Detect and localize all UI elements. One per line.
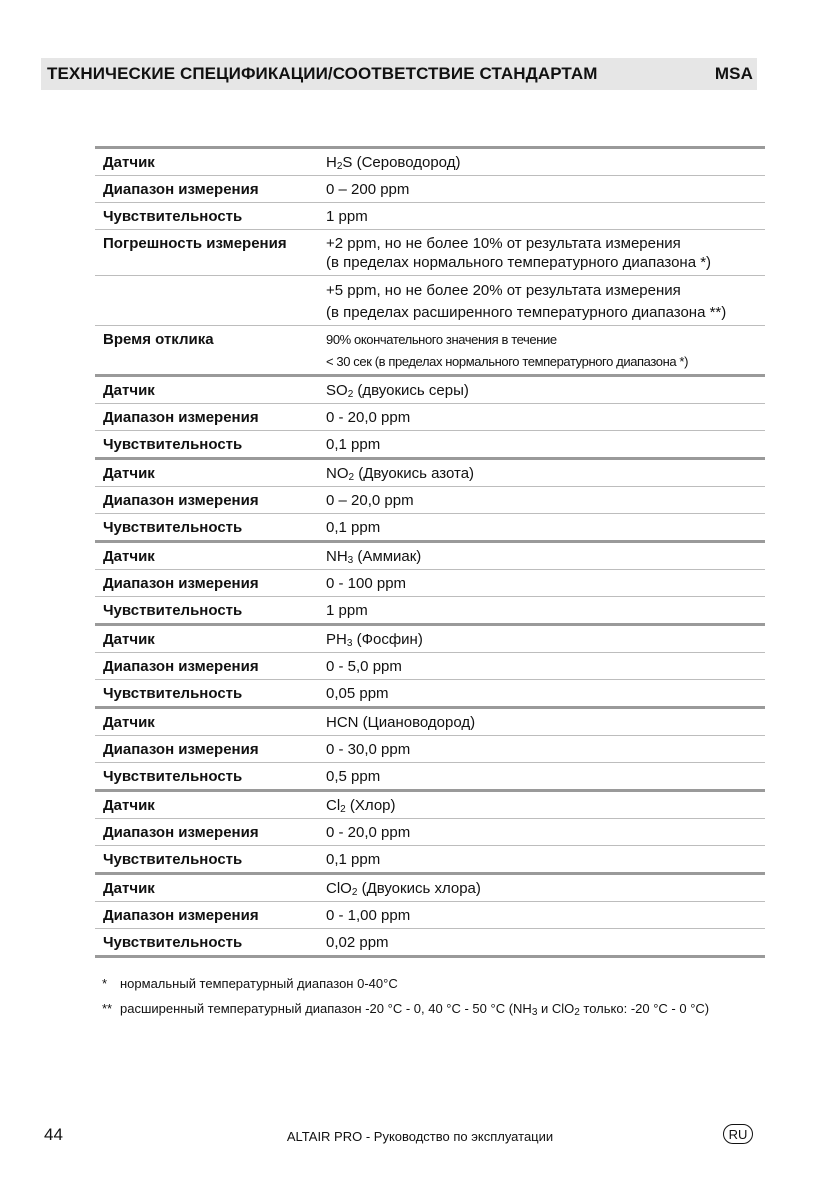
sensor-value: $NO_2$ (Двуокись азота)	[318, 459, 765, 487]
row-label: Датчик	[95, 874, 318, 902]
table-row	[95, 819, 765, 846]
sensitivity-value: 0,1 ppm	[318, 846, 765, 874]
sensor-value: $NH_3$ (Аммиак)	[318, 542, 765, 570]
row-label: Чувствительность	[95, 597, 318, 625]
brand-label: MSA	[714, 64, 753, 83]
table-row	[95, 846, 765, 874]
row-label: Чувствительность	[95, 763, 318, 791]
sensitivity-value: 0,02 ppm	[318, 929, 765, 957]
table-row	[95, 376, 765, 404]
sensitivity-value: 1 ppm	[318, 597, 765, 625]
row-label: Датчик	[95, 459, 318, 487]
row-label: Датчик	[95, 376, 318, 404]
row-label: Диапазон измерения	[95, 819, 318, 846]
sensitivity-value: 1 ppm	[318, 203, 765, 230]
page-header	[41, 58, 757, 90]
row-label: Погрешность измерения	[95, 230, 318, 276]
sensitivity-value: 0,1 ppm	[318, 514, 765, 542]
range-value: 0 - 5,0 ppm	[318, 653, 765, 680]
sensitivity-value: 0,1 ppm	[318, 431, 765, 459]
table-row	[95, 902, 765, 929]
footnotes	[102, 976, 709, 1026]
table-row	[95, 326, 765, 376]
footnote-normal-range: * нормальный температурный диапазон 0-40°C	[102, 976, 398, 991]
footer-title: ALTAIR PRO - Руководство по эксплуатации	[286, 1129, 554, 1144]
table-row	[95, 542, 765, 570]
page-title: ТЕХНИЧЕСКИЕ СПЕЦИФИКАЦИИ/СООТВЕТСТВИЕ СТАНДАРТАМ	[47, 64, 598, 83]
table-row	[95, 736, 765, 763]
table-row	[95, 929, 765, 957]
table-row	[95, 708, 765, 736]
row-label: Диапазон измерения	[95, 902, 318, 929]
table-row	[95, 514, 765, 542]
table-row	[95, 625, 765, 653]
row-label: Диапазон измерения	[95, 176, 318, 203]
accuracy-value: +2 ppm, но не более 10% от результата измерения (в пределах нормального температурного диапазона *)	[318, 230, 765, 276]
sensor-groups	[95, 376, 765, 957]
table-row	[95, 404, 765, 431]
table-row	[95, 459, 765, 487]
row-label: Диапазон измерения	[95, 487, 318, 514]
table-row	[95, 653, 765, 680]
spec-table	[95, 146, 765, 958]
row-label: Чувствительность	[95, 514, 318, 542]
row-label: Время отклика	[95, 326, 318, 376]
footnote-extended-range: ** расширенный температурный диапазон -20 °C - 0, 40 °C - 50 °C ($NH_3$ и ClO$_2$ только: -20 °C - 0 °C)	[102, 1001, 710, 1018]
row-label: Чувствительность	[95, 680, 318, 708]
sensor-value: $SO_2$ (двуокись серы)	[318, 376, 765, 404]
row-label-empty	[95, 276, 318, 326]
sensor-value: $Cl_2$ (Хлор)	[318, 791, 765, 819]
row-label: Диапазон измерения	[95, 736, 318, 763]
row-label: Диапазон измерения	[95, 570, 318, 597]
response-value: 90% окончательного значения в течение < 30 сек (в пределах нормального температурного диапазона *)	[318, 326, 765, 376]
table-row	[95, 570, 765, 597]
page-number: 44	[44, 1125, 63, 1144]
range-value: 0 - 100 ppm	[318, 570, 765, 597]
table-row	[95, 230, 765, 276]
row-label: Датчик	[95, 791, 318, 819]
row-label: Чувствительность	[95, 203, 318, 230]
sensor-value: $PH_3$ (Фосфин)	[318, 625, 765, 653]
row-label: Чувствительность	[95, 431, 318, 459]
range-value: 0 – 200 ppm	[318, 176, 765, 203]
range-value: 0 - 20,0 ppm	[318, 819, 765, 846]
row-label: Диапазон измерения	[95, 653, 318, 680]
language-badge: RU	[723, 1124, 753, 1144]
row-label: Датчик	[95, 148, 318, 176]
row-label: Диапазон измерения	[95, 404, 318, 431]
sensor-value: HCN (Циановодород)	[318, 708, 765, 736]
row-label: Датчик	[95, 625, 318, 653]
range-value: 0 - 1,00 ppm	[318, 902, 765, 929]
table-row	[95, 763, 765, 791]
table-row	[95, 874, 765, 902]
table-row	[95, 487, 765, 514]
accuracy-value-extended: +5 ppm, но не более 20% от результата измерения (в пределах расширенного температурного диапазона **)	[318, 276, 765, 326]
range-value: 0 - 20,0 ppm	[318, 404, 765, 431]
table-row	[95, 203, 765, 230]
table-row	[95, 680, 765, 708]
row-label: Датчик	[95, 542, 318, 570]
sensitivity-value: 0,5 ppm	[318, 763, 765, 791]
table-row	[95, 276, 765, 326]
sensor-value: ClO$_2$ (Двуокись хлора)	[318, 874, 765, 902]
table-row	[95, 176, 765, 203]
sensitivity-value: 0,05 ppm	[318, 680, 765, 708]
table-row	[95, 431, 765, 459]
range-value: 0 - 30,0 ppm	[318, 736, 765, 763]
row-label: Чувствительность	[95, 846, 318, 874]
table-row	[95, 791, 765, 819]
sensor-value: $H_2S$ (Сероводород)	[318, 148, 765, 176]
range-value: 0 – 20,0 ppm	[318, 487, 765, 514]
row-label: Датчик	[95, 708, 318, 736]
row-label: Чувствительность	[95, 929, 318, 957]
table-row	[95, 148, 765, 176]
table-row	[95, 597, 765, 625]
